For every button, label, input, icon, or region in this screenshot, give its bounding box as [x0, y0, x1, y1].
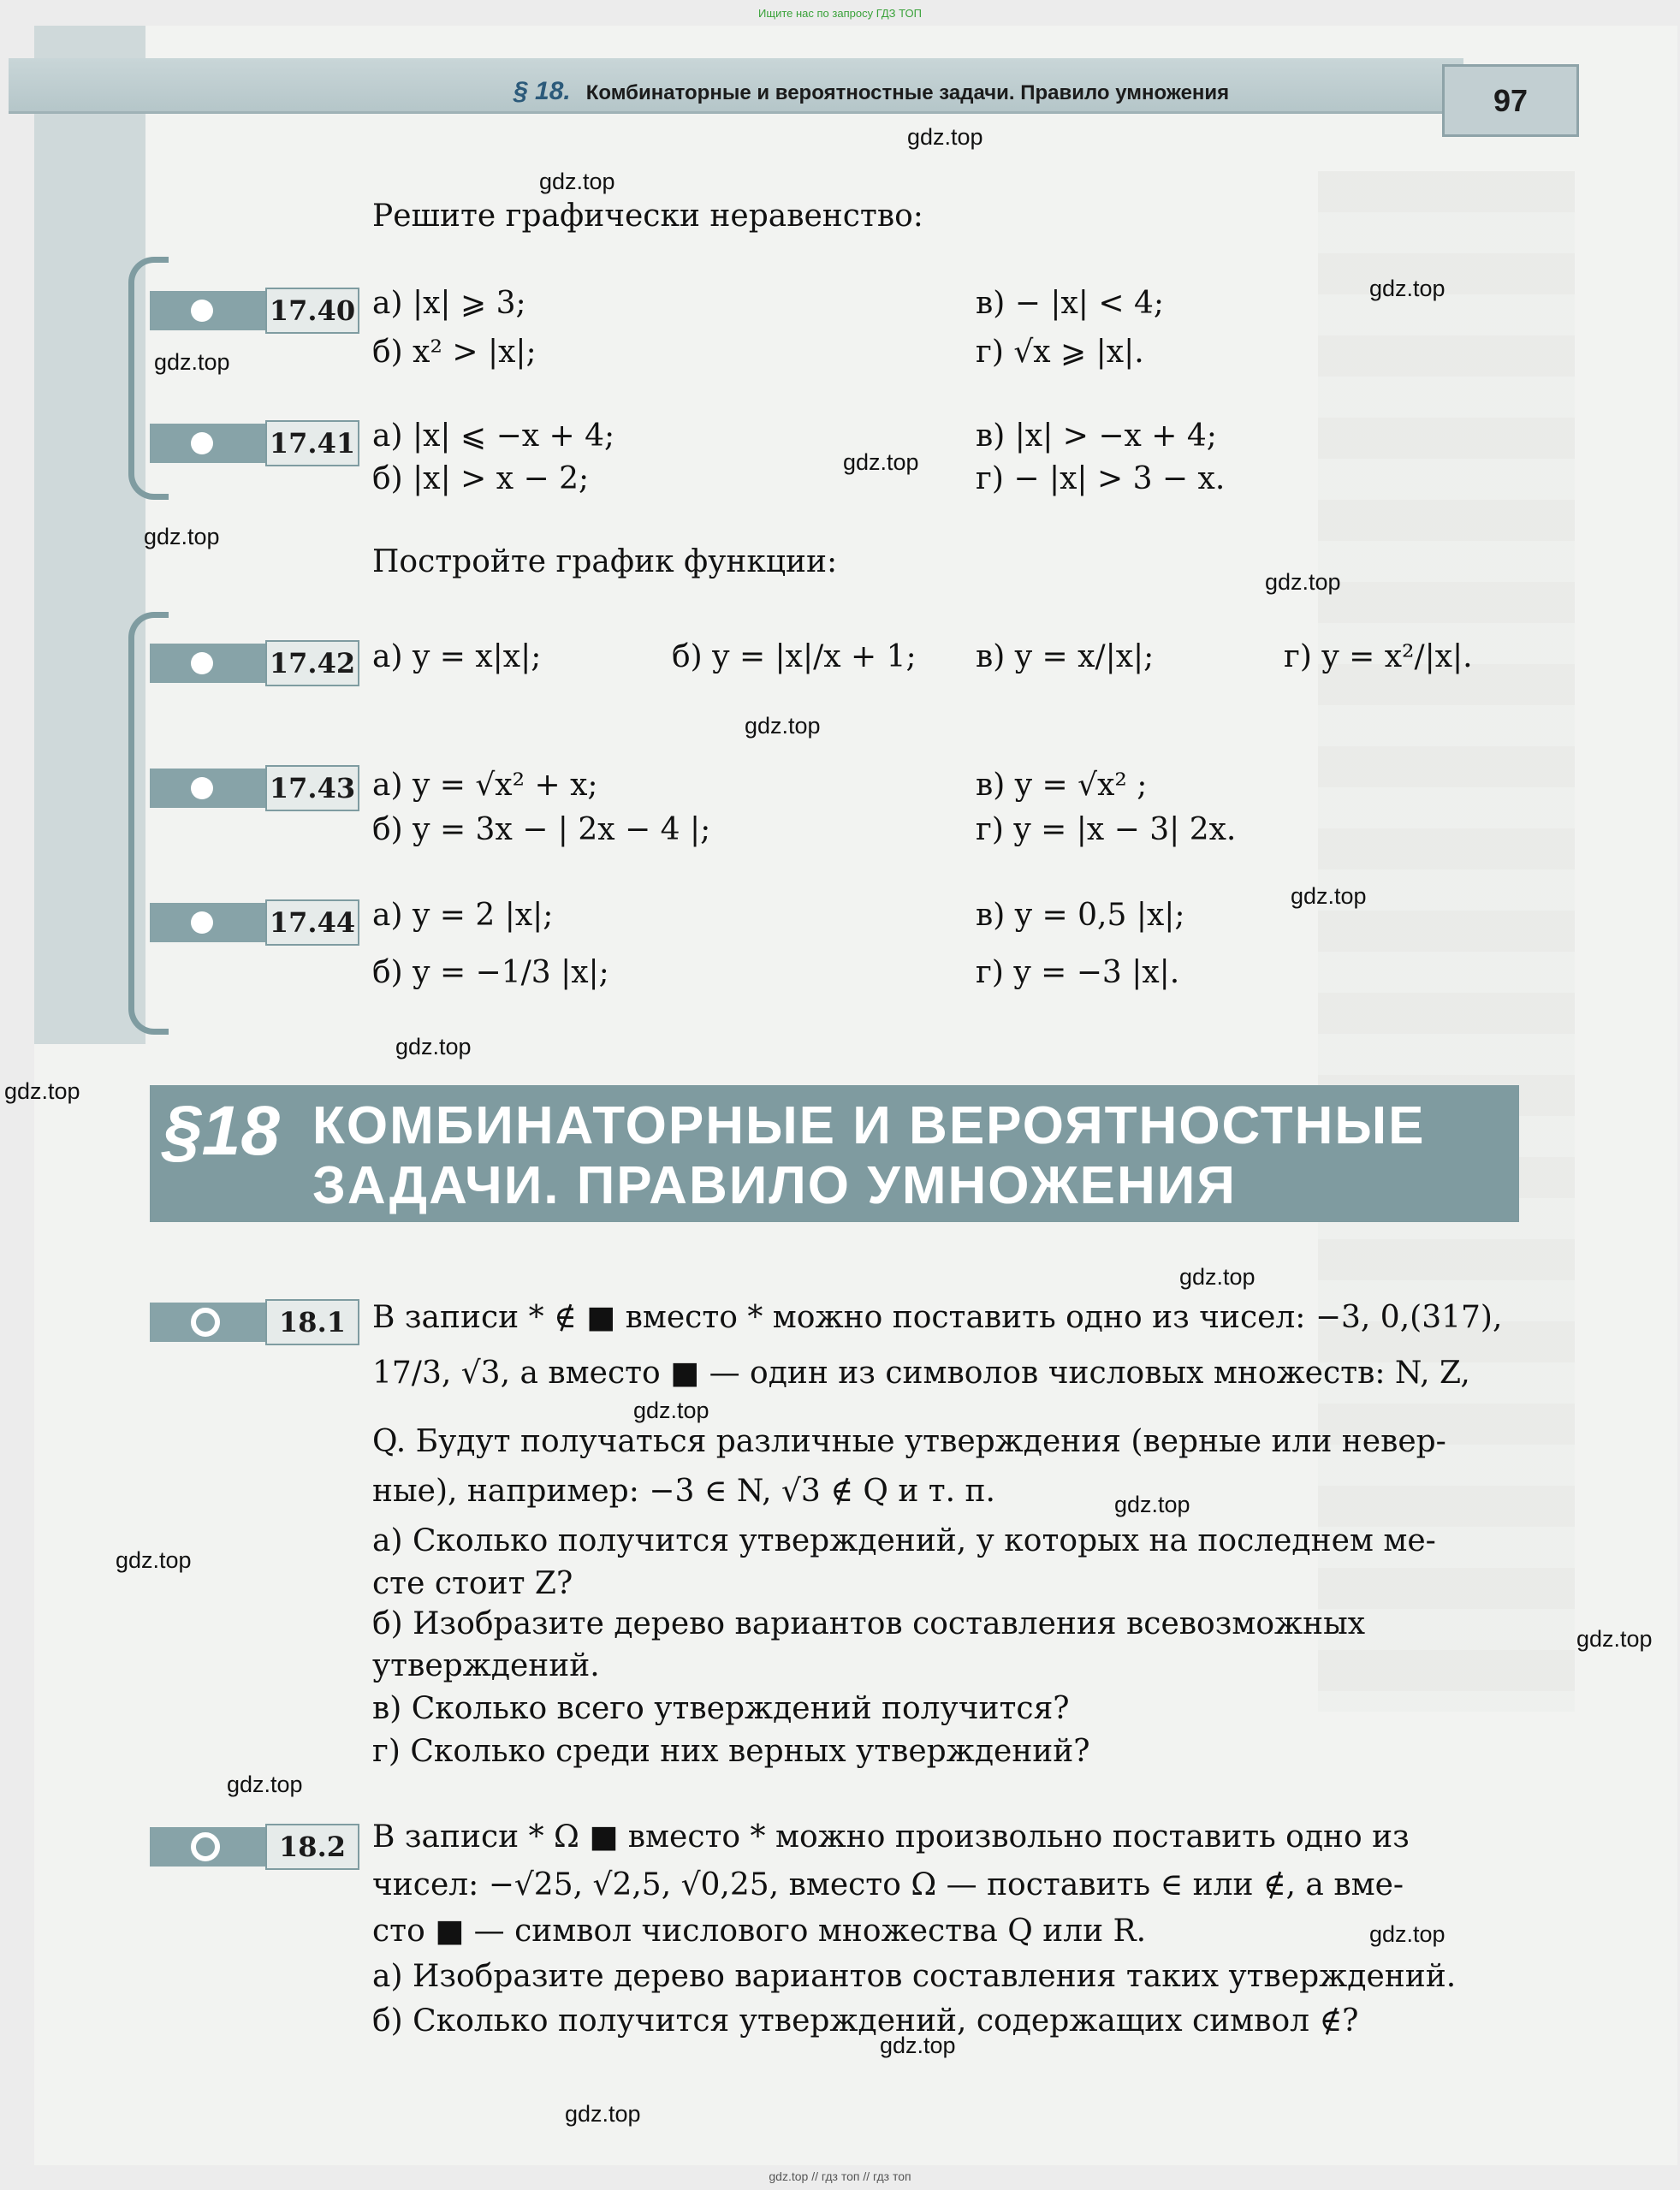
watermark: gdz.top	[907, 124, 983, 150]
difficulty-dot-icon	[191, 911, 213, 934]
problem-number: 17.42	[265, 640, 359, 686]
problem-number: 17.40	[265, 288, 359, 334]
problem-17-43-v: в) y = √x² ;	[976, 768, 1148, 803]
watermark: gdz.top	[116, 1547, 192, 1573]
watermark: gdz.top	[395, 1034, 472, 1059]
difficulty-dot-icon	[191, 432, 213, 454]
p18-2-line3: сто ■ — символ числового множества Q или R.	[372, 1914, 1147, 1949]
watermark: gdz.top	[539, 169, 615, 194]
watermark: gdz.top	[1265, 569, 1341, 595]
problem-badge-18-2	[150, 1827, 359, 1867]
p18-1-line9: в) Сколько всего утверждений получится?	[372, 1691, 1070, 1726]
problem-17-43-g: г) y = |x − 3| 2x.	[976, 812, 1237, 847]
p18-1-line5: а) Сколько получится утверждений, у которых на последнем ме-	[372, 1523, 1436, 1558]
problem-badge-17-43	[150, 769, 359, 808]
show-through-background	[1318, 171, 1575, 1712]
instruction-plot: Постройте график функции:	[372, 544, 838, 579]
problem-17-41-b: б) |x| > x − 2;	[372, 461, 590, 496]
p18-1-line8: утверждений.	[372, 1648, 600, 1683]
problem-17-40-b: б) x² > |x|;	[372, 335, 537, 370]
header-section: § 18.	[513, 77, 571, 105]
difficulty-ring-icon	[191, 1832, 220, 1861]
p18-1-line2: 17/3, √3, а вместо ■ — один из символов числовых множеств: N, Z,	[372, 1356, 1470, 1391]
watermark: gdz.top	[633, 1398, 709, 1423]
problem-badge-17-44	[150, 903, 359, 942]
problem-17-40-g: г) √x ⩾ |x|.	[976, 335, 1144, 370]
watermark: gdz.top	[1369, 276, 1446, 301]
watermark: gdz.top	[565, 2101, 641, 2127]
banner-section-number: §18	[163, 1092, 280, 1170]
watermark: gdz.top	[880, 2033, 956, 2058]
watermark: gdz.top	[745, 713, 821, 739]
banner-title-line2: ЗАДАЧИ. ПРАВИЛО УМНОЖЕНИЯ	[312, 1156, 1237, 1215]
watermark: gdz.top	[1291, 883, 1367, 909]
problem-number: 18.2	[265, 1824, 359, 1870]
bottom-note: gdz.top // гдз топ // гдз топ	[769, 2169, 911, 2183]
p18-1-line7: б) Изобразите дерево вариантов составления всевозможных	[372, 1606, 1366, 1641]
problem-17-44-a: а) y = 2 |x|;	[372, 898, 554, 933]
problem-17-41-g: г) − |x| > 3 − x.	[976, 461, 1226, 496]
watermark: gdz.top	[1179, 1264, 1256, 1290]
problem-number: 17.44	[265, 899, 359, 946]
page-number: 97	[1442, 64, 1579, 137]
difficulty-dot-icon	[191, 300, 213, 322]
problem-17-40-v: в) − |x| < 4;	[976, 286, 1165, 321]
problem-17-42-a: а) y = x|x|;	[372, 639, 542, 674]
problem-17-44-v: в) y = 0,5 |x|;	[976, 898, 1185, 933]
watermark: gdz.top	[154, 349, 230, 375]
p18-1-line3: Q. Будут получаться различные утверждения (верные или невер-	[372, 1424, 1446, 1459]
watermark: gdz.top	[1369, 1921, 1446, 1947]
difficulty-ring-icon	[191, 1308, 220, 1337]
problem-17-40-a: а) |x| ⩾ 3;	[372, 286, 526, 321]
p18-2-line2: чисел: −√25, √2,5, √0,25, вместо Ω — поставить ∈ или ∉, а вме-	[372, 1867, 1404, 1902]
top-note: Ищите нас по запросу ГДЗ ТОП	[758, 7, 922, 20]
problem-badge-17-41	[150, 424, 359, 463]
p18-1-line1: В записи * ∉ ■ вместо * можно поставить одно из чисел: −3, 0,(317),	[372, 1300, 1503, 1335]
problem-17-43-b: б) y = 3x − | 2x − 4 |;	[372, 812, 711, 847]
watermark: gdz.top	[843, 449, 919, 475]
watermark: gdz.top	[144, 524, 220, 549]
problem-number: 18.1	[265, 1299, 359, 1345]
difficulty-dot-icon	[191, 777, 213, 799]
p18-1-line4: ные), например: −3 ∈ N, √3 ∉ Q и т. п.	[372, 1474, 995, 1509]
problem-17-44-b: б) y = −1/3 |x|;	[372, 955, 609, 990]
problem-17-42-b: б) y = |x|/x + 1;	[672, 639, 917, 674]
difficulty-dot-icon	[191, 652, 213, 674]
problem-badge-17-42	[150, 644, 359, 683]
problem-17-42-v: в) y = x/|x|;	[976, 639, 1155, 674]
problem-17-41-v: в) |x| > −x + 4;	[976, 418, 1217, 454]
p18-1-line6: сте стоит Z?	[372, 1566, 573, 1601]
watermark: gdz.top	[1114, 1492, 1190, 1517]
problem-17-44-g: г) y = −3 |x|.	[976, 955, 1180, 990]
p18-2-line4: а) Изобразите дерево вариантов составления таких утверждений.	[372, 1959, 1457, 1994]
watermark: gdz.top	[227, 1772, 303, 1797]
watermark: gdz.top	[4, 1078, 80, 1104]
problem-badge-17-40	[150, 291, 359, 330]
p18-2-line1: В записи * Ω ■ вместо * можно произвольно поставить одно из	[372, 1819, 1410, 1855]
header-title: Комбинаторные и вероятностные задачи. Правило умножения	[585, 81, 1230, 104]
banner-title-line1: КОМБИНАТОРНЫЕ И ВЕРОЯТНОСТНЫЕ	[312, 1096, 1426, 1155]
problem-number: 17.41	[265, 420, 359, 466]
running-header	[513, 77, 1229, 106]
instruction-solve: Решите графически неравенство:	[372, 199, 923, 234]
problem-17-43-a: а) y = √x² + x;	[372, 768, 598, 803]
problem-number: 17.43	[265, 765, 359, 811]
watermark: gdz.top	[1576, 1626, 1653, 1652]
p18-1-line10: г) Сколько среди них верных утверждений?	[372, 1734, 1090, 1769]
problem-17-42-g: г) y = x²/|x|.	[1284, 639, 1473, 674]
problem-badge-18-1	[150, 1303, 359, 1342]
p18-2-line5: б) Сколько получится утверждений, содержащих символ ∉?	[372, 2003, 1359, 2039]
problem-17-41-a: а) |x| ⩽ −x + 4;	[372, 418, 615, 454]
